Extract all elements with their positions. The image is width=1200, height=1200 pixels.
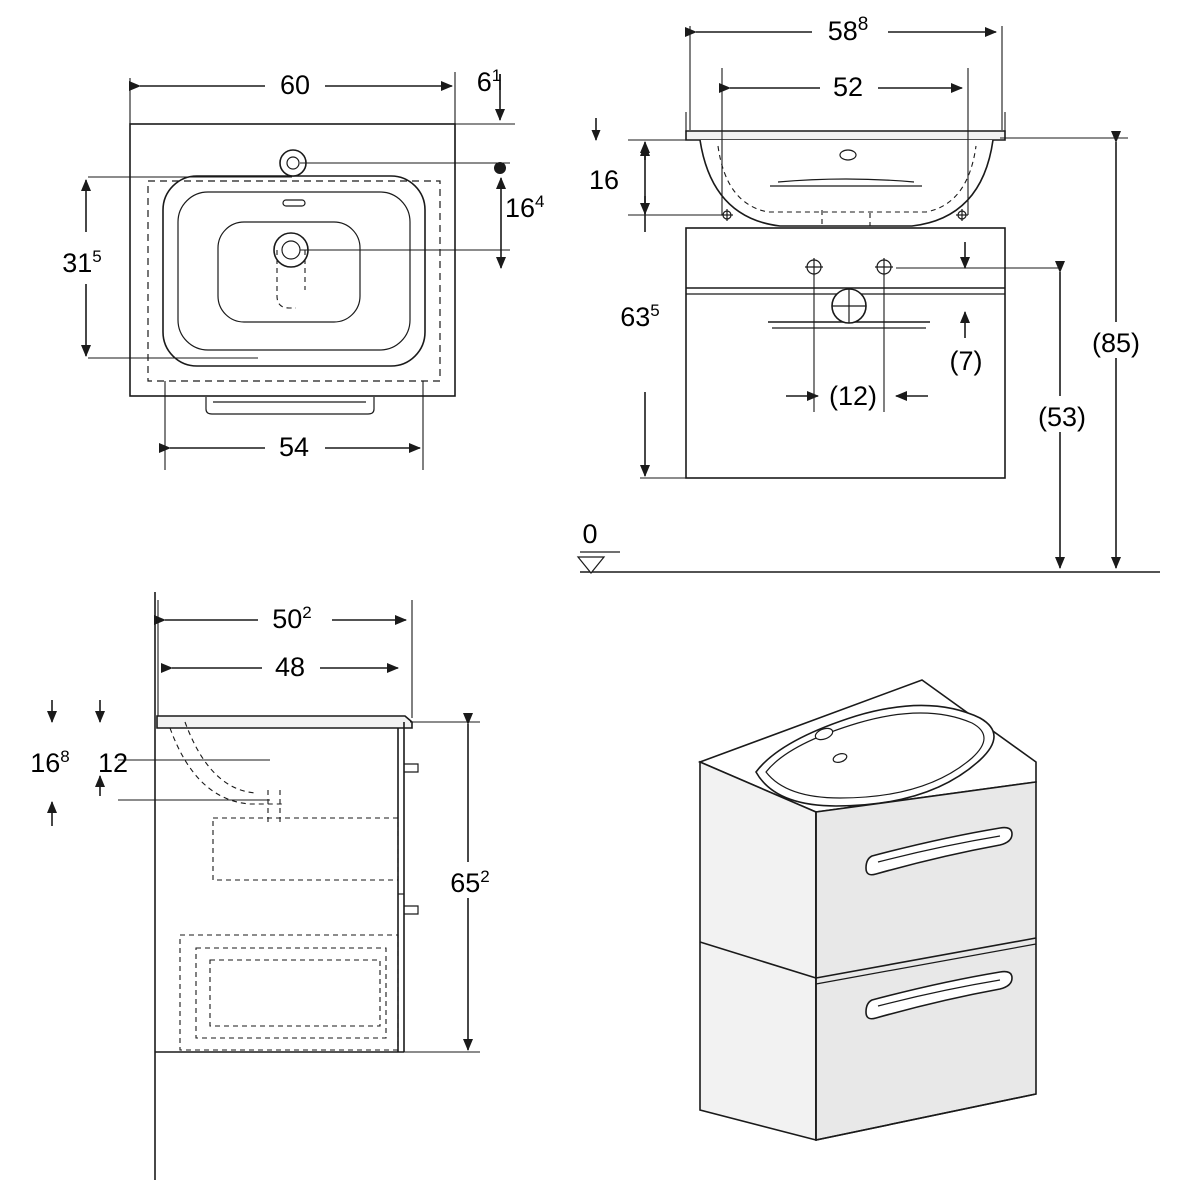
dim-value-6: 6	[476, 67, 492, 97]
svg-text:168	[30, 747, 70, 778]
perspective-view-group	[700, 680, 1036, 1140]
svg-text:61	[477, 66, 502, 97]
dim-value-54: 54	[278, 432, 310, 462]
floor-level-label: 0	[582, 519, 598, 549]
dim-value-53: (53)	[1037, 402, 1087, 432]
dim-front-31-5	[62, 180, 102, 356]
dim-elev-85	[1000, 138, 1154, 568]
dim-value-50: 50	[272, 604, 303, 634]
dim-value-16-4: 16	[505, 193, 536, 223]
dim-elev-63-5	[620, 145, 660, 476]
svg-text:54	[279, 432, 309, 462]
front-view-group	[62, 66, 544, 470]
dim-value-65: 65	[450, 868, 481, 898]
svg-text:635	[620, 301, 660, 332]
dim-sup-16-4: 4	[535, 192, 545, 211]
dim-elev-52	[730, 68, 962, 102]
dim-front-16-4	[501, 178, 545, 268]
dim-value-63: 63	[620, 302, 651, 332]
dim-value-16: 16	[588, 165, 620, 195]
dim-elev-16	[589, 142, 645, 214]
dim-value-7: (7)	[949, 346, 983, 376]
dim-sup-31-5: 5	[92, 247, 102, 266]
side-view-group	[30, 592, 512, 1180]
svg-text:164	[505, 192, 545, 223]
svg-text:60	[280, 70, 310, 100]
dim-elev-53	[1028, 272, 1098, 568]
dim-value-16-8: 16	[30, 748, 61, 778]
dim-front-depth-6-1	[455, 66, 515, 124]
svg-text:315	[62, 247, 102, 278]
dim-value-52: 52	[832, 72, 864, 102]
dim-value-85: (85)	[1091, 328, 1141, 358]
dim-value-60: 60	[279, 70, 311, 100]
dim-sup-6: 1	[491, 66, 502, 85]
dim-side-16-8	[30, 700, 70, 826]
dim-value-48: 48	[274, 652, 306, 682]
dim-sup-65: 2	[480, 867, 490, 886]
dim-value-31-5: 31	[62, 248, 93, 278]
dim-sup-63: 5	[650, 301, 660, 320]
dim-value-12: (12)	[828, 381, 878, 411]
dim-sup-50: 2	[302, 603, 312, 622]
dim-side-48	[172, 648, 398, 682]
dim-sup-16-8: 8	[60, 747, 70, 766]
elevation-view-group	[578, 12, 1160, 573]
floor-level-symbol	[578, 519, 620, 573]
dim-value-12-side: 12	[97, 748, 129, 778]
dim-sup-58: 8	[857, 14, 869, 35]
dim-side-12	[98, 700, 128, 796]
dim-value-58: 58	[827, 16, 858, 46]
dim-side-65-2	[404, 722, 512, 1052]
